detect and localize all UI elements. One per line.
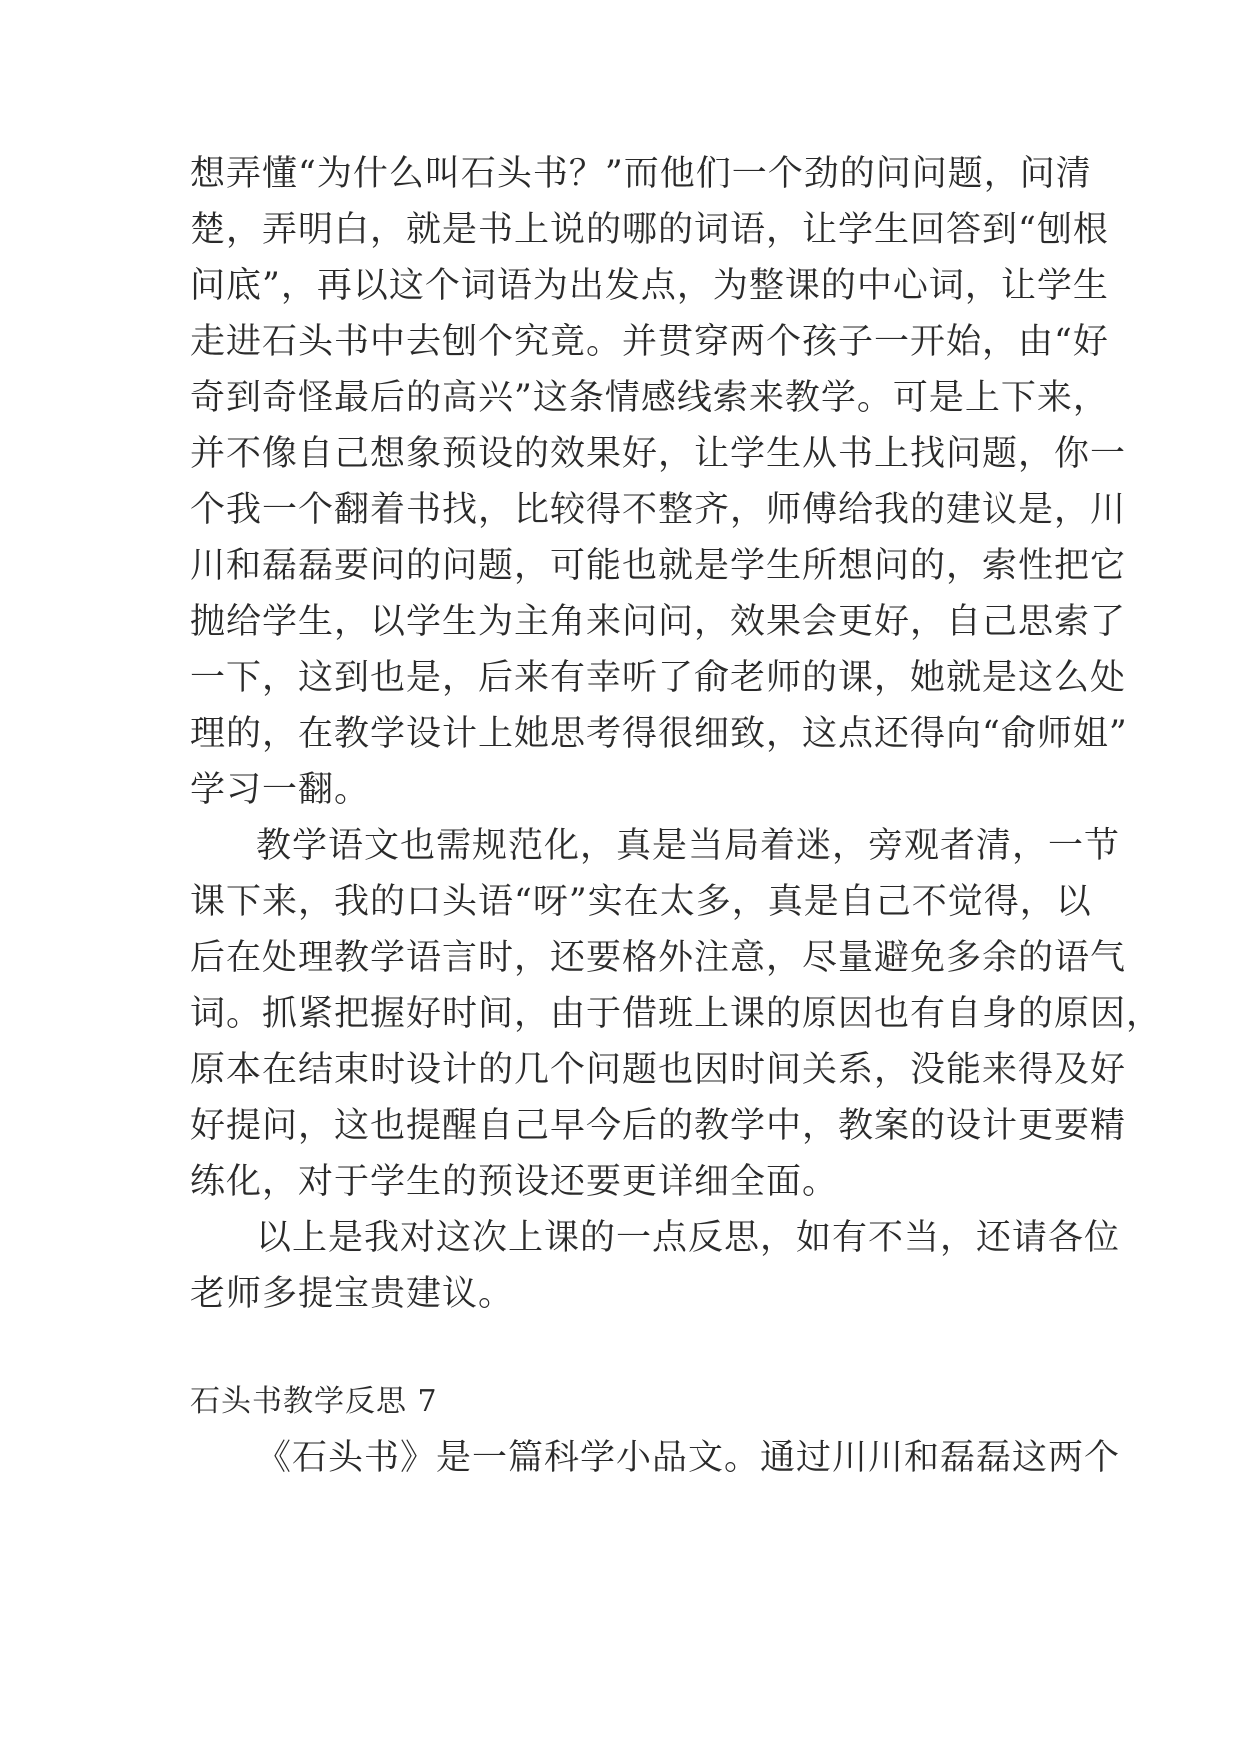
text-line: 练化，对于学生的预设还要更详细全面。 [190, 1162, 839, 1202]
paragraph-first-line: 以上是我对这次上课的一点反思，如有不当，还请各位 [256, 1218, 1121, 1258]
text-line: 个我一个翻着书找，比较得不整齐，师傅给我的建议是，川 [190, 490, 1127, 530]
text-line: 理的，在教学设计上她思考得很细致，这点还得向“俞师姐” [190, 714, 1128, 754]
text-line: 并不像自己想象预设的效果好，让学生从书上找问题，你一 [190, 434, 1127, 474]
paragraph-first-line: 《石头书》是一篇科学小品文。通过川川和磊磊这两个 [256, 1438, 1121, 1478]
text-line: 学习一翻。 [190, 770, 371, 810]
section-heading: 石头书教学反思 7 [190, 1384, 438, 1419]
text-line: 想弄懂“为什么叫石头书？”而他们一个劲的问问题，问清 [190, 154, 1092, 194]
text-line: 课下来，我的口头语“呀”实在太多，真是自己不觉得，以 [190, 882, 1092, 922]
text-line: 问底”，再以这个词语为出发点，为整课的中心词，让学生 [190, 266, 1109, 306]
text-line: 走进石头书中去刨个究竟。并贯穿两个孩子一开始，由“好 [190, 322, 1109, 362]
text-line: 抛给学生，以学生为主角来问问，效果会更好，自己思索了 [190, 602, 1127, 642]
text-line: 老师多提宝贵建议。 [190, 1274, 515, 1314]
text-line: 后在处理教学语言时，还要格外注意，尽量避免多余的语气 [190, 938, 1127, 978]
text-line: 奇到奇怪最后的高兴”这条情感线索来教学。可是上下来， [190, 378, 1109, 418]
text-line: 楚，弄明白，就是书上说的哪的词语，让学生回答到“刨根 [190, 210, 1109, 250]
text-line: 好提问，这也提醒自己早今后的教学中，教案的设计更要精 [190, 1106, 1127, 1146]
text-line: 原本在结束时设计的几个问题也因时间关系，没能来得及好 [190, 1050, 1127, 1090]
text-line: 一下，这到也是，后来有幸听了俞老师的课，她就是这么处 [190, 658, 1127, 698]
text-line: 川和磊磊要问的问题，可能也就是学生所想问的，索性把它 [190, 546, 1127, 586]
paragraph-first-line: 教学语文也需规范化，真是当局着迷，旁观者清，一节 [256, 826, 1121, 866]
text-line: 词。抓紧把握好时间，由于借班上课的原因也有自身的原因， [190, 994, 1163, 1034]
